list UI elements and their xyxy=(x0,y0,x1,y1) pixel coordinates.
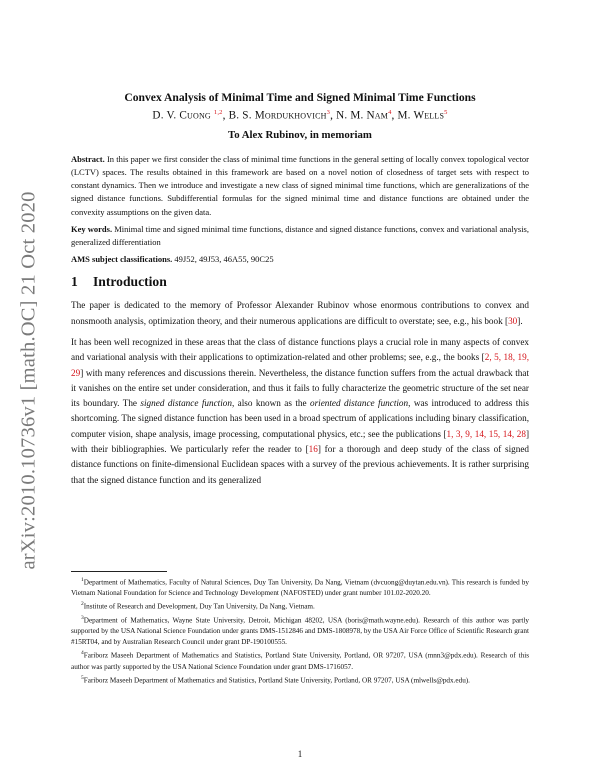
paragraph-text: , also known as the xyxy=(231,398,310,409)
footnote xyxy=(71,575,529,599)
citation-link[interactable]: 1, 3, 9, 14, 15, 14, 28 xyxy=(446,428,526,439)
arxiv-sidebar-stamp xyxy=(14,175,44,585)
ams-label: AMS subject classifications. xyxy=(71,254,173,265)
ams-classification xyxy=(71,253,529,266)
author-name: D. V. Cuong xyxy=(152,109,211,122)
keywords-text: Minimal time and signed minimal time functions, distance and signed distance functions, convex and variational analysis, generalized differentiation xyxy=(71,223,529,247)
paragraph-text: It has been well recognized in these areas that the class of distance functions plays a crucial role in many aspects of convex and variational analysis with their applications to optimization-related and other problems; see, e.g., the books [ xyxy=(71,336,529,363)
footnotes xyxy=(71,571,529,686)
footnote-rule xyxy=(71,571,167,572)
paper-title: Convex Analysis of Minimal Time and Signed Minimal Time Functions xyxy=(124,91,476,104)
section-title: Introduction xyxy=(93,274,167,290)
footnote-text: Department of Mathematics, Faculty of Natural Sciences, Duy Tan University, Da Nang, Vietnam (dvcuong@duytan.edu.vn). This research is funded by Vietnam National Foundation for Science and Technology Development (NAFOSTED) under grant number 101.02-2020.20. xyxy=(71,578,529,598)
author-list: D. V. Cuong $^{1,2}$, B. S. Mordukhovich$^3$, N. M. Nam$^4$, M. Wells$^5$ xyxy=(152,109,448,122)
keywords-label: Key words. xyxy=(71,223,113,234)
author-affiliation-mark[interactable]: 1,2 xyxy=(213,109,223,116)
author-name: B. S. Mordukhovich xyxy=(228,109,327,122)
citation-link[interactable]: 2, 5, 18, 19, 29 xyxy=(71,352,529,378)
paragraph-text: ] with many references and discussions therein. Nevertheless, the distance function suffers from the actual drawback that it vanishes on the entire set under consideration, and thus it fails to fully characterize the geometric structure of the set near its boundary. The xyxy=(71,367,529,409)
ams-text: 49J52, 49J53, 46A55, 90C25 xyxy=(174,254,274,265)
footnote-mark: 1 xyxy=(81,577,84,583)
italic-term: oriented distance function xyxy=(309,398,409,409)
abstract-text: In this paper we first consider the class of minimal time functions in the general setting of locally convex topological vector (LCTV) spaces. The results obtained in this framework are based on a novel notion of closedness of target sets with respect to constant dynamics. Then we introduce and investigate a new class of signed minimal time functions, which are generalizations of the signed distance functions. Subdifferential formulas for the signed minimal time and distance functions are obtained under the convexity assumptions on the given data. xyxy=(71,153,530,217)
footnote-mark: 5 xyxy=(81,674,84,681)
abstract-label: Abstract. xyxy=(71,153,105,164)
author-affiliation-mark[interactable]: 3 xyxy=(326,109,331,116)
author-affiliation-mark[interactable]: 4 xyxy=(388,109,392,116)
page-number: 1 xyxy=(297,749,303,759)
abstract xyxy=(71,153,529,219)
paper-page xyxy=(71,91,529,494)
footnote-mark: 4 xyxy=(81,650,84,657)
author-name: M. Wells xyxy=(397,109,445,122)
paragraph-text: ]. xyxy=(517,315,523,326)
author-affiliation-mark[interactable]: 5 xyxy=(444,109,448,116)
intro-paragraph-1 xyxy=(71,298,529,329)
citation-link[interactable]: 16 xyxy=(308,444,318,455)
italic-term: signed distance function xyxy=(140,398,232,409)
paragraph-text: , was introduced to address this shortcoming. The signed distance function has been used in a broad spectrum of applications including binary classification, computer vision, shape analysis, image processing, computational physics, etc.; see the publications [ xyxy=(71,398,529,439)
footnote xyxy=(71,673,529,686)
author-name: N. M. Nam xyxy=(336,109,389,122)
footnote-text: Fariborz Maseeh Department of Mathematics and Statistics, Portland State University, Portland, OR 97207, USA (mnn3@pdx.edu). Research of this author was partly supported by the USA National Science Foundation under grant DMS-1716057. xyxy=(71,651,529,671)
paragraph-text: ] with their bibliographies. We particularly refer the reader to [ xyxy=(71,428,529,455)
section-number: 1 xyxy=(71,274,78,290)
section-heading xyxy=(71,274,529,290)
footnote xyxy=(71,599,529,612)
keywords xyxy=(71,223,529,249)
arxiv-identifier: arXiv:2010.10736v1 [math.OC] 21 Oct 2020 xyxy=(17,190,40,570)
footnote-mark: 2 xyxy=(81,601,84,608)
citation-link[interactable]: 30 xyxy=(508,315,518,326)
paragraph-text: ] for a thorough and deep study of the class of signed distance functions on finite-dimensional Euclidean spaces with a survey of the previous achievements. It is rather surprising that the signed distance function and its generalized xyxy=(71,444,530,485)
footnote-text: Department of Mathematics, Wayne State University, Detroit, Michigan 48202, USA (boris@math.wayne.edu). Research of this author was partly supported by the USA National Science Foundation under grants DMS-1512846 and DMS-1808978, by the USA Air Force Office of Scientific Research grant #15RT04, and by Australian Research Council under grant DP-190100555. xyxy=(71,616,529,647)
footnote xyxy=(71,648,529,672)
footnote xyxy=(71,613,529,648)
intro-paragraph-2 xyxy=(71,335,529,488)
footnote-text: Fariborz Maseeh Department of Mathematics and Statistics, Portland State University, Portland, OR 97207, USA (mlwells@pdx.edu). xyxy=(83,675,470,684)
footnote-text: Institute of Research and Development, Duy Tan University, Da Nang, Vietnam. xyxy=(83,602,315,611)
footnote-mark: 3 xyxy=(81,614,84,621)
dedication: To Alex Rubinov, in memoriam xyxy=(228,128,372,141)
paragraph-text: The paper is dedicated to the memory of Professor Alexander Rubinov whose enormous contributions to convex and nonsmooth analysis, optimization theory, and their numerous applications are difficult to overstate; see, e.g., his book [ xyxy=(71,300,529,326)
